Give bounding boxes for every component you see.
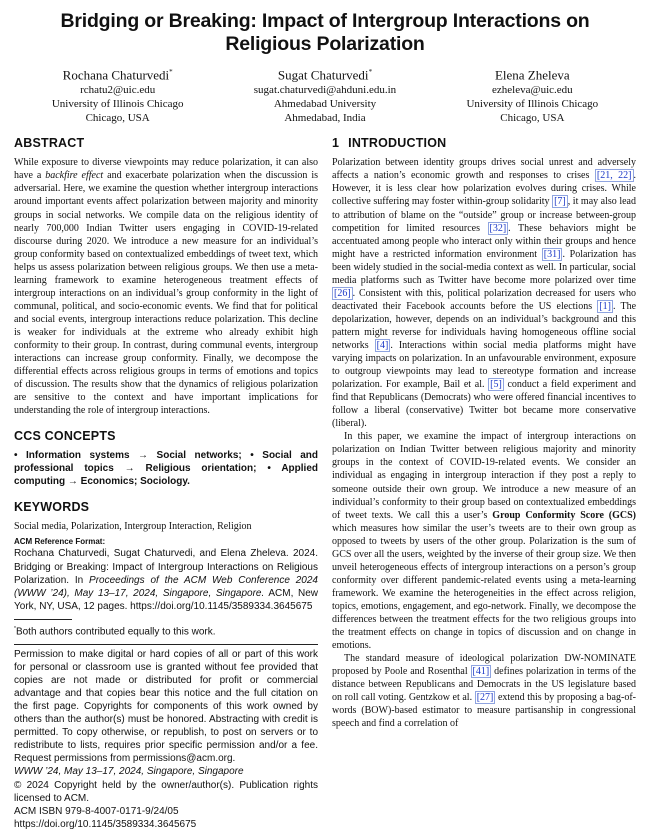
intro-paragraph-1: Polarization between identity groups drives social unrest and adversely affects a nation’s economic growth and responses to crises [21, 22] . However, it is less clear how polarization evolves during crises. While collective suffering may foster within-group solidarity [7] , it may also lead to attribution of blame on the “outside” group or increase between-group competition for limited resources [32] . These behaviors might be accentuated among people who interact only within their groups and hence might have a restricted information environment [31] . Polarization has been widely studied in the social-media context as well. In particular, social media platforms such as Twitter have become more polarized over time [26] . Consistent with this, political polarization decreased for users who deactivated their Facebook accounts before the US elections [1] . The depolarization, however, depends on an individual’s background and this pattern might reverse for individuals having homogeneous offline social networks [4] . Interactions within social media platforms might have varying impacts on polarization. In an unfavourable environment, exposure to outgroup viewpoints may lead to stereotype formation and increase polarization. For example, Bail et al. [5] conduct a field experiment and find that Republicans (Democrats) who were offered financial incentives to follow a liberal (conservative) Twitter bot became more conservative (liberal). <box>332 157 637 430</box>
acm-reference-text: Rochana Chaturvedi, Sugat Chaturvedi, and Elena Zheleva. 2024. Bridging or Breaking: Impact of Intergroup Interactions on Religious Polarization. In Proceedings of the ACM Web Conference 2024 (WWW ’24), May 13–17, 2024, Singapore, Singapore. ACM, New York, NY, USA, 12 pages. https://doi.org/10.1145/3589334.3645675 <box>14 548 319 612</box>
isbn-line: ACM ISBN 979-8-4007-0171-9/24/05 <box>14 805 179 817</box>
citation-link[interactable]: [1] <box>599 300 611 312</box>
permission-notice: Permission to make digital or hard copies of all or part of this work for personal or classroom use is granted without fee provided that copies are not made or distributed for profit or commercial advantage and that copies bear this notice and the full citation on the first page. Copyrights for components of this work owned by others than the author(s) must be honored. Abstracting with credit is permitted. To copy otherwise, or republish, to post on servers or to redistribute to lists, requires prior specific permission and/or a fee. Request permissions from permissions@acm.org. <box>14 649 318 765</box>
author-location: Chicago, USA <box>500 112 565 125</box>
right-column <box>332 133 636 830</box>
abstract-text: While exposure to diverse viewpoints may reduce polarization, it can also have a backfire effect and exacerbate polarization when the discussion is adversarial. Here, we examine the question whether intergroup interactions around important events affect polarization between majority and minority groups in social networks. We compile data on the religious identity of nearly 700,000 Indian Twitter users engaging in COVID-19-related discourse during 2020. We introduce a new measure for an individual’s group conformity based on contextualized embeddings of tweet text, which helps us assess polarization between religious groups. We then use a meta-learning framework to examine heterogeneous treatment effects of intergroup interactions on an individual’s group conformity in the light of communal, political, and socio-economic events. We find that for political and social events, intergroup interactions reduce polarization. This decline is weaker for individuals at the extreme who already exhibit high conformity to their group. In contrast, during communal events, intergroup interactions can increase group conformity. Finally, we decompose the differential effects across religious groups in terms of emotions and topics of discussion. The results show that the dynamics of religious polarization are sensitive to the context and have important implications for understanding the role of intergroup interactions. <box>14 157 319 417</box>
gcs-term: Group Conformity Score (GCS) <box>492 509 636 521</box>
author-block <box>14 64 636 125</box>
author-2 <box>221 64 428 125</box>
author-3 <box>429 64 636 125</box>
equal-contribution-mark: * <box>169 68 173 76</box>
footnote-rule <box>14 619 72 620</box>
footnote: *Both authors contributed equally to this work. <box>14 625 216 638</box>
author-1 <box>14 64 221 125</box>
author-location: Chicago, USA <box>85 112 150 125</box>
introduction-heading: 1 INTRODUCTION <box>332 136 447 151</box>
citation-link[interactable]: [31] <box>543 248 561 260</box>
left-column <box>14 133 318 830</box>
two-column-body <box>14 133 636 830</box>
permission-rule <box>14 644 318 645</box>
author-name: Elena Zheleva <box>494 67 570 83</box>
citation-link[interactable]: [21, 22] <box>596 170 632 182</box>
intro-paragraph-3: The standard measure of ideological polarization DW-NOMINATE proposed by Poole and Rosenthal [41] defines polarization in terms of the distance between Republicans and Democrats in the US legislature based on roll call voting. Gentzkow et al. [27] extend this by proposing a bag-of-words (BOW)-based estimator to measure partisanship in congressional speech and find a correlation of <box>332 653 636 730</box>
keywords-text: Social media, Polarization, Intergroup Interaction, Religion <box>14 521 252 533</box>
equal-contribution-mark: * <box>368 68 373 76</box>
conference-line: WWW ’24, May 13–17, 2024, Singapore, Singapore <box>14 766 244 778</box>
author-affiliation: University of Illinois Chicago <box>51 98 184 111</box>
citation-link[interactable]: [5] <box>490 379 502 391</box>
author-email: sugat.chaturvedi@ahduni.edu.in <box>253 84 397 97</box>
intro-paragraph-2: In this paper, we examine the impact of intergroup interactions on polarization on Indian Twitter between religious majority and minority groups in the context of COVID-19-related events. We consider an individual as engaging in intergroup interaction if they post a reply to someone outside their own group. We introduce a new measure of an individual’s conformity to their group based on contextualized embeddings of tweet texts. We call this a user’s Group Conformity Score (GCS) which measures how similar the user’s tweets are to their own group as opposed to tweets by users of the other group. Polarization is the sum of GCS over all the users, weighted by the inverse of their group size. We then unveil heterogeneous effects of intergroup interactions on a person’s group conformity over different pandemic-related events using a meta-learning framework. We examine the heterogeneities in the effect across religion, topics, emotions, engagement, and ego-network. Finally, we decompose the differences between the treatment effects for the two religious groups into the treatment effects on change in topics of discussion and on change in emotions. <box>332 431 636 652</box>
author-name: Sugat Chaturvedi <box>277 67 369 83</box>
citation-link[interactable]: [32] <box>489 222 507 234</box>
author-email: rchatu2@uic.edu <box>80 84 156 97</box>
copyright-line: © 2024 Copyright held by the owner/author(s). Publication rights licensed to ACM. <box>14 779 318 804</box>
paper-title: Bridging or Breaking: Impact of Intergroup Interactions on Religious Polarization <box>60 10 590 55</box>
ccs-concepts: • Information systems → Social networks; • Social and professional topics → Religious orientation; • Applied computing → Economics; Sociology. <box>14 450 319 488</box>
citation-link[interactable]: [41] <box>472 666 490 678</box>
author-affiliation: Ahmedabad University <box>273 98 377 111</box>
ccs-heading: CCS CONCEPTS <box>14 429 116 444</box>
acm-reference-heading: ACM Reference Format: <box>14 537 106 547</box>
author-affiliation: University of Illinois Chicago <box>466 98 599 111</box>
citation-link[interactable]: [26] <box>334 287 351 299</box>
abstract-heading: ABSTRACT <box>14 136 85 151</box>
author-location: Ahmedabad, India <box>284 112 366 125</box>
citation-link[interactable]: [4] <box>376 339 389 351</box>
citation-link[interactable]: [7] <box>554 196 566 208</box>
author-email: ezheleva@uic.edu <box>491 84 573 97</box>
citation-link[interactable]: [27] <box>476 692 494 704</box>
doi-link[interactable]: https://doi.org/10.1145/3589334.3645675 <box>14 818 197 830</box>
emphasis: backfire effect <box>45 170 104 182</box>
keywords-heading: KEYWORDS <box>14 500 90 515</box>
author-name: Rochana Chaturvedi <box>62 67 170 83</box>
